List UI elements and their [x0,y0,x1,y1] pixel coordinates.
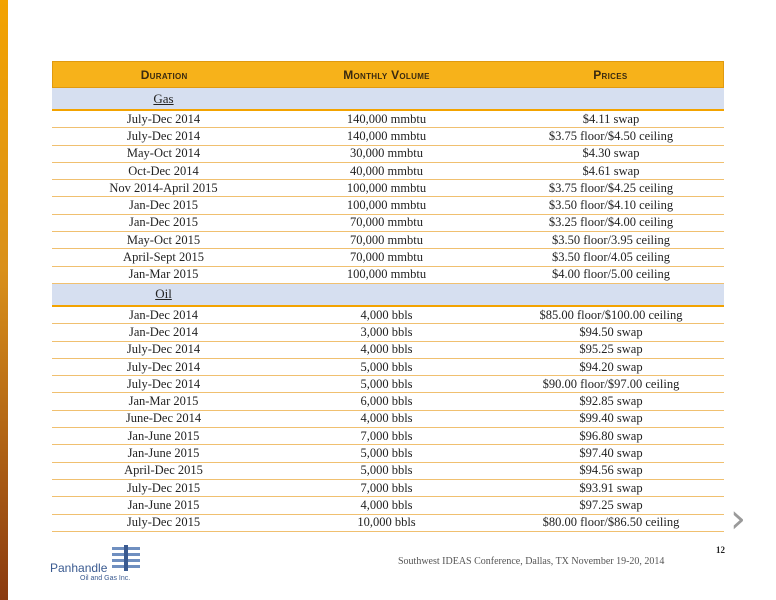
cell-price: $97.25 swap [579,497,643,512]
table-row [52,445,724,462]
cell-volume: 100,000 mmbtu [346,267,427,282]
cell-duration: Jan-Mar 2015 [128,267,199,282]
cell-duration: April-Sept 2015 [123,250,204,265]
table-row [52,463,724,480]
cell-volume: 70,000 mmbtu [350,250,423,265]
cell-duration: Jan-Dec 2014 [128,307,199,322]
cell-volume: 5,000 bbls [360,445,413,460]
table-row [52,267,724,284]
table-row [52,232,724,249]
cell-price: $92.85 swap [579,394,643,409]
cell-volume: 70,000 mmbtu [350,232,423,247]
cell-volume: 5,000 bbls [360,359,413,374]
cell-price: $3.50 floor/4.05 ceiling [551,250,671,265]
cell-duration: Jan-Dec 2015 [128,198,199,213]
cell-duration: July-Dec 2014 [126,111,201,126]
cell-price: $4.00 floor/5.00 ceiling [551,267,671,282]
cell-volume: 100,000 mmbtu [346,198,427,213]
cell-price: $95.25 swap [579,342,643,357]
cell-volume: 4,000 bbls [360,497,413,512]
table-row [52,197,724,214]
cell-price: $94.50 swap [579,324,643,339]
table-row [52,128,724,145]
table-row [52,163,724,180]
cell-volume: 4,000 bbls [360,342,413,357]
cell-duration: Nov 2014-April 2015 [109,180,218,195]
header-prices: Prices [593,67,628,82]
cell-duration: April-Dec 2015 [124,463,203,478]
table-row [52,376,724,393]
header-duration: Duration [140,67,188,82]
oil-rows [52,307,724,532]
cell-volume: 40,000 mmbtu [350,163,423,178]
cell-duration: Oct-Dec 2014 [128,163,199,178]
cell-price: $96.80 swap [579,428,643,443]
header-volume: Monthly Volume [343,67,430,82]
cell-price: $85.00 floor/$100.00 ceiling [539,307,683,322]
cell-volume: 5,000 bbls [360,376,413,391]
section-oil-label: Oil [155,286,172,302]
cell-volume: 30,000 mmbtu [350,146,423,161]
cell-volume: 7,000 bbls [360,428,413,443]
cell-duration: Jan-June 2015 [127,497,200,512]
cell-price: $93.91 swap [579,480,643,495]
cell-price: $94.20 swap [579,359,643,374]
logo-name: Panhandle [50,561,108,575]
table-row [52,411,724,428]
cell-price: $3.75 floor/$4.50 ceiling [548,128,674,143]
section-oil [52,284,724,307]
table-row [52,180,724,197]
cell-price: $3.50 floor/3.95 ceiling [551,232,671,247]
cell-price: $3.75 floor/$4.25 ceiling [548,180,674,195]
cell-duration: July-Dec 2014 [126,128,201,143]
cell-duration: Jan-Dec 2015 [128,215,199,230]
cell-volume: 10,000 bbls [357,515,416,530]
table-row [52,515,724,532]
cell-duration: July-Dec 2014 [126,359,201,374]
cell-price: $4.61 swap [582,163,640,178]
cell-volume: 3,000 bbls [360,324,413,339]
cell-price: $3.25 floor/$4.00 ceiling [548,215,674,230]
company-logo [50,545,160,585]
cell-price: $4.11 swap [582,111,640,126]
cell-duration: May-Oct 2015 [126,232,201,247]
table-row [52,428,724,445]
table-row [52,393,724,410]
conference-footer: Southwest IDEAS Conference, Dallas, TX November 19-20, 2014 [398,556,665,567]
page-number: 12 [716,545,725,555]
table-row [52,497,724,514]
table-row [52,215,724,232]
cell-volume: 7,000 bbls [360,480,413,495]
cell-price: $97.40 swap [579,445,643,460]
cell-volume: 140,000 mmbtu [346,128,427,143]
table-row [52,249,724,266]
table-header [52,61,724,88]
cell-volume: 4,000 bbls [360,411,413,426]
cell-duration: July-Dec 2015 [126,480,201,495]
left-accent-bar [0,0,8,600]
logo-subtitle: Oil and Gas Inc. [80,575,131,582]
gas-rows [52,111,724,284]
cell-duration: Jan-June 2015 [127,428,200,443]
cell-duration: May-Oct 2014 [126,146,201,161]
table-row [52,324,724,341]
cell-volume: 140,000 mmbtu [346,111,427,126]
cell-duration: July-Dec 2014 [126,342,201,357]
cell-duration: Jan-Mar 2015 [128,394,199,409]
table-row [52,359,724,376]
cell-price: $99.40 swap [579,411,643,426]
table-row [52,342,724,359]
table-row [52,111,724,128]
chevron-right-icon[interactable]: › [730,496,746,542]
section-gas [52,88,724,111]
cell-duration: July-Dec 2015 [126,515,201,530]
section-gas-label: Gas [153,90,174,106]
cell-price: $80.00 floor/$86.50 ceiling [542,515,680,530]
derrick-logo-icon [110,545,142,575]
table-row [52,307,724,324]
cell-volume: 4,000 bbls [360,307,413,322]
hedging-table [52,61,724,532]
cell-duration: June-Dec 2014 [125,411,202,426]
cell-volume: 70,000 mmbtu [350,215,423,230]
cell-volume: 5,000 bbls [360,463,413,478]
cell-volume: 100,000 mmbtu [346,180,427,195]
cell-volume: 6,000 bbls [360,394,413,409]
cell-price: $90.00 floor/$97.00 ceiling [542,376,680,391]
cell-duration: Jan-Dec 2014 [128,324,199,339]
table-row [52,146,724,163]
cell-duration: Jan-June 2015 [127,445,200,460]
table-row [52,480,724,497]
cell-duration: July-Dec 2014 [126,376,201,391]
cell-price: $94.56 swap [579,463,643,478]
cell-price: $4.30 swap [582,146,640,161]
cell-price: $3.50 floor/$4.10 ceiling [548,198,674,213]
